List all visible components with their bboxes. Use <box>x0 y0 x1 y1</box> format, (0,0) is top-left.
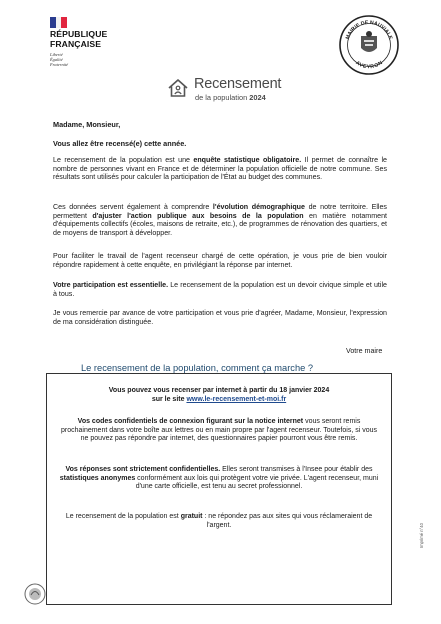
stamp-top-text: MAIRIE DE NAUVIALE <box>344 19 394 41</box>
text-run: Il permet de connaître le nombre de personnes vivant en France et de déterminer la population officielle de notre commune. Ses résultats sont utilisés pour calculer la participation de l'État au budget des communes. <box>53 156 387 182</box>
bold-text-run: enquête statistique obligatoire. <box>193 156 302 164</box>
bold-text-run: gratuit <box>180 513 203 520</box>
mairie-stamp <box>338 14 400 76</box>
eco-label-icon <box>24 583 46 605</box>
paragraph-1 <box>53 156 387 182</box>
svg-text:AVEYRON <box>354 60 384 70</box>
text-run: Elles seront transmises à l'Insee pour établir des <box>220 466 373 473</box>
bold-text-run: d'ajuster l'action publique aux besoins de la population <box>92 211 304 220</box>
motto-fraternite: Fraternité <box>50 62 69 67</box>
motto <box>50 52 140 67</box>
info-box-title: Le recensement de la population, comment ça marche ? <box>76 363 318 373</box>
salutation: Madame, Monsieur, <box>53 120 121 129</box>
logo-title: Recensement <box>194 76 282 92</box>
signature: Votre maire <box>346 347 383 355</box>
house-icon <box>167 77 189 99</box>
side-print-reference: Imprimé n°40 <box>419 523 424 548</box>
republique-line-1: RÉPUBLIQUE <box>50 29 108 39</box>
text-run: Le recensement de la population est une <box>53 156 194 164</box>
text-run: : ne répondez pas aux sites qui vous réclameraient de l'argent. <box>202 513 373 529</box>
coat-of-arms-icon <box>361 31 377 52</box>
text-run: Pour faciliter le travail de l'agent recenseur chargé de cette opération, je vous prie de bien vouloir répondre rapidement à cette enquête, en privilégiant la réponse par internet. <box>53 252 387 269</box>
text-run: Je vous remercie par avance de votre participation et vous prie d'agréer, Madame, Monsieur, l'expression de ma considération distinguée. <box>53 309 387 326</box>
stamp-bottom-text: AVEYRON <box>354 60 384 71</box>
bold-text-run: l'évolution démographique <box>212 203 305 211</box>
text-run: Le recensement de la population est <box>65 513 181 520</box>
free-info <box>58 513 380 530</box>
french-flag-icon <box>50 17 67 28</box>
logo-subtitle <box>195 93 266 102</box>
paragraph-3 <box>53 252 387 269</box>
text-run: Ces données servent également à comprendre <box>53 203 213 211</box>
logo-subtitle-year: 2024 <box>249 93 266 102</box>
text-run: conformément aux lois qui protègent votre vie privée. L'agent recenseur, muni d'une carte officielle, est tenu au secret professionnel. <box>135 474 379 491</box>
confidentiality-info <box>58 466 380 492</box>
logo-subtitle-prefix: de la population <box>195 93 248 102</box>
text-run: vous seront remis prochainement dans votre boîte aux lettres ou en main propre par l'agent recenseur. Toutefois, si vous ne pouvez pas répondre par internet, des questionnaires papier pourront vous être remis. <box>60 418 377 443</box>
internet-site-line <box>58 396 380 405</box>
intro-line: Vous allez être recensé(e) cette année. <box>53 139 187 148</box>
text-run: de notre territoire. Elles permettent <box>53 203 387 220</box>
motto-liberte: Liberté <box>50 52 63 57</box>
recensement-logo <box>167 76 287 106</box>
republique-francaise-logo <box>50 17 140 67</box>
bold-text-run: Votre participation est essentielle. <box>53 281 169 289</box>
recensement-website-link[interactable]: www.le-recensement-et-moi.fr <box>186 395 287 403</box>
text-run: en matière notamment d'équipements collectifs (écoles, maisons de retraite, etc.), de programmes de rénovation des quartiers, et de moyens de transport à développer. <box>53 211 387 237</box>
republique-line-2: FRANÇAISE <box>50 38 102 49</box>
bold-text-run: Vos réponses sont strictement confidentielles. <box>65 466 221 473</box>
motto-egalite: Égalité <box>50 57 63 62</box>
text-run: Le recensement de la population est un devoir civique simple et utile à tous. <box>53 281 387 298</box>
paragraph-5 <box>53 309 387 326</box>
internet-date-line: Vous pouvez vous recenser par internet à partir du 18 janvier 2024 <box>108 387 330 394</box>
bold-text-run: statistiques anonymes <box>59 474 136 482</box>
bold-text-run: Vos codes confidentiels de connexion figurant sur la notice internet <box>77 418 304 425</box>
paragraph-2 <box>53 203 387 237</box>
internet-info <box>58 387 380 404</box>
codes-info <box>58 418 380 444</box>
site-prefix: sur le site <box>151 395 187 403</box>
paragraph-4 <box>53 281 387 298</box>
